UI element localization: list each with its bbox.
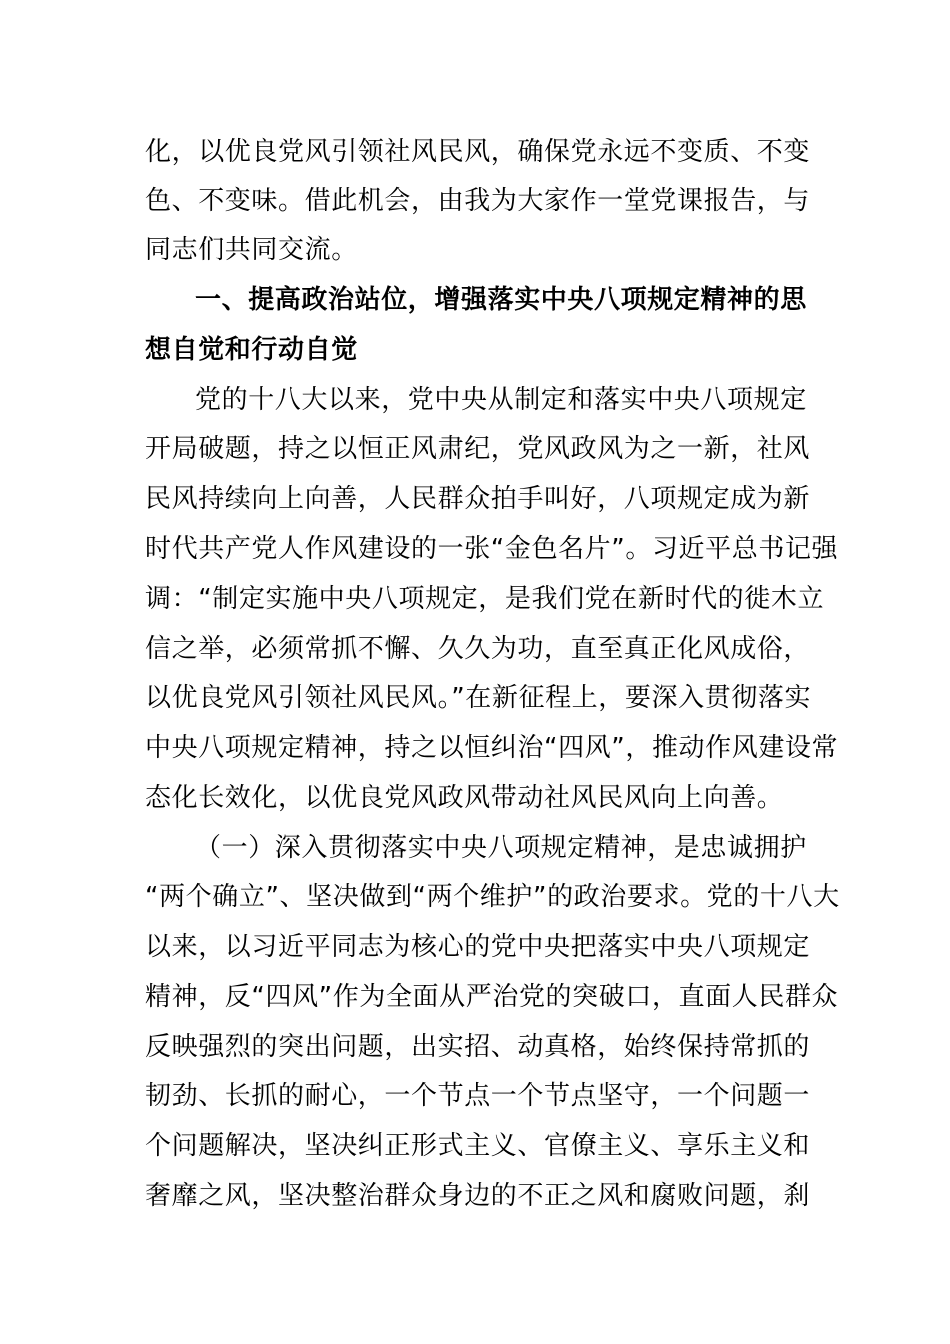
text-line: 信之举，必须常抓不懈、久久为功，直至真正化风成俗， — [145, 634, 811, 664]
paragraph-start: 党的十八大以来，党中央从制定和落实中央八项规定 — [195, 385, 807, 415]
section-heading: 一、提高政治站位，增强落实中央八项规定精神的思 — [195, 285, 807, 315]
text-line: 精神，反“四风”作为全面从严治党的突破口，直面人民群众 — [145, 982, 839, 1012]
text-line: 态化长效化，以优良党风政风带动社风民风向上向善。 — [145, 783, 784, 813]
text-line: 以优良党风引领社风民风。”在新征程上，要深入贯彻落实 — [145, 683, 812, 713]
section-heading-continued: 想自觉和行动自觉 — [145, 335, 358, 365]
text-line: 调：“制定实施中央八项规定，是我们党在新时代的徙木立 — [145, 584, 825, 614]
text-line: 化，以优良党风引领社风民风，确保党永远不变质、不变 — [145, 137, 811, 167]
text-line: “两个确立”、坚决做到“两个维护”的政治要求。党的十八大 — [145, 882, 840, 912]
text-line: 奢靡之风，坚决整治群众身边的不正之风和腐败问题，刹 — [145, 1181, 811, 1211]
text-line: 民风持续向上向善，人民群众拍手叫好，八项规定成为新 — [145, 484, 811, 514]
text-line: 开局破题，持之以恒正风肃纪，党风政风为之一新，社风 — [145, 434, 811, 464]
text-line: 色、不变味。借此机会，由我为大家作一堂党课报告，与 — [145, 186, 811, 216]
text-line: 时代共产党人作风建设的一张“金色名片”。习近平总书记强 — [145, 534, 839, 564]
text-line: 以来，以习近平同志为核心的党中央把落实中央八项规定 — [145, 932, 811, 962]
subsection-start: （一）深入贯彻落实中央八项规定精神，是忠诚拥护 — [195, 833, 807, 863]
text-line: 同志们共同交流。 — [145, 235, 358, 265]
text-line: 中央八项规定精神，持之以恒纠治“四风”，推动作风建设常 — [145, 733, 839, 763]
text-line: 韧劲、长抓的耐心，一个节点一个节点坚守，一个问题一 — [145, 1081, 811, 1111]
text-line: 反映强烈的突出问题，出实招、动真格，始终保持常抓的 — [145, 1032, 811, 1062]
text-line: 个问题解决，坚决纠正形式主义、官僚主义、享乐主义和 — [145, 1131, 811, 1161]
